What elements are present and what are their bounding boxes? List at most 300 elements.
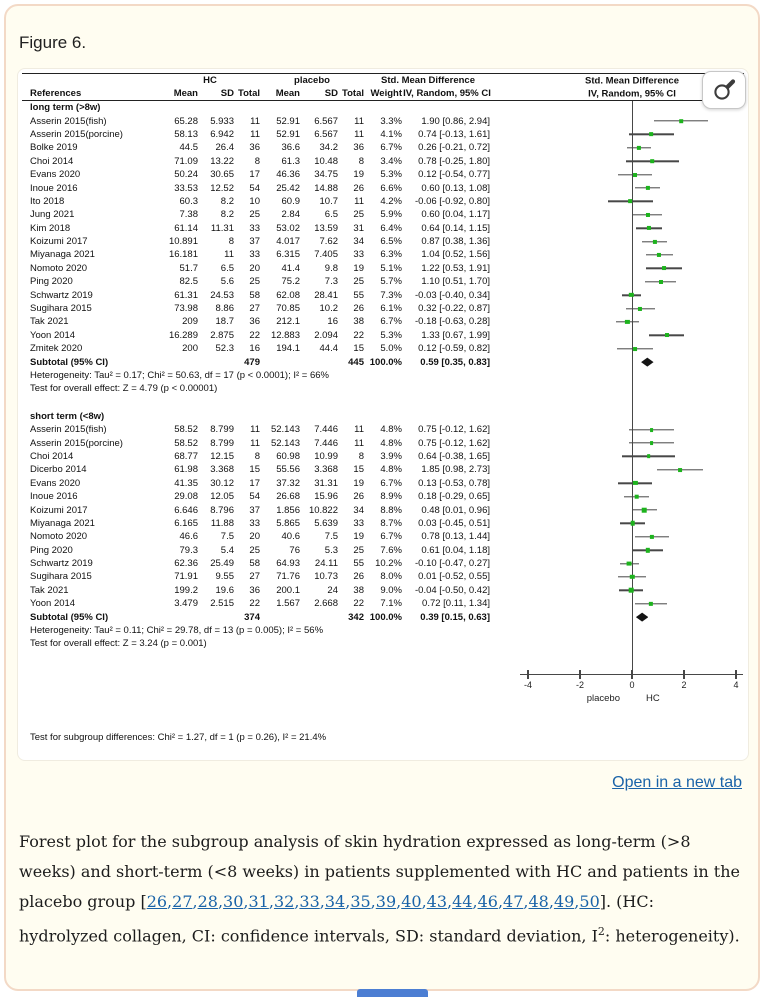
zero-line: [632, 114, 633, 127]
cell-ref: Zmitek 2020: [30, 343, 83, 355]
citation-link[interactable]: 27: [172, 892, 193, 911]
study-row: [30, 262, 738, 275]
cell-sd-placebo: 13.59: [314, 222, 338, 234]
cell-sd-hc: 24.53: [210, 289, 234, 301]
cell-ci-text: -0.03 [-0.40, 0.34]: [415, 289, 490, 301]
cell-total-hc: 58: [249, 558, 260, 570]
cell-weight: 4.2%: [380, 195, 402, 207]
magnify-button[interactable]: [702, 71, 746, 109]
cell-weight: 8.9%: [380, 491, 402, 503]
cell-weight: 3.9%: [380, 450, 402, 462]
citation-separator: ,: [217, 892, 224, 911]
cell-sd-placebo: 7.5: [324, 531, 338, 543]
cell-mean-hc: 58.52: [174, 424, 198, 436]
cell-ref: Bolke 2019: [30, 142, 78, 154]
cell-ref: Yoon 2014: [30, 329, 76, 341]
cell-sd-hc: 5.4: [220, 544, 234, 556]
citation-link[interactable]: 40: [401, 892, 422, 911]
cell-weight: 6.7%: [380, 531, 402, 543]
cell-total-hc: 15: [249, 464, 260, 476]
study-row: [30, 436, 738, 449]
figure-caption: [19, 827, 743, 951]
bottom-ui-fragment[interactable]: [357, 989, 428, 997]
cell-graph: [492, 355, 738, 368]
cell-sd-hc: 6.5: [220, 262, 234, 274]
section-title-row: [30, 101, 738, 114]
cell-weight: 4.8%: [380, 424, 402, 436]
cell-total-placebo: 11: [354, 128, 364, 140]
study-row: [30, 114, 738, 127]
zero-line: [632, 463, 633, 476]
cell-graph: [492, 235, 738, 248]
zero-line: [632, 382, 633, 395]
effect-marker: [650, 441, 654, 445]
cell-ref: Jung 2021: [30, 209, 75, 221]
effect-marker: [646, 213, 650, 217]
cell-graph: [492, 141, 738, 154]
caption-citations: [147, 892, 600, 911]
cell-total-hc: 33: [249, 249, 260, 261]
cell-weight: 7.3%: [380, 289, 402, 301]
section-title-row-label: long term (>8w): [30, 102, 101, 114]
cell-total-placebo: 15: [353, 464, 364, 476]
zero-line: [632, 651, 633, 669]
cell-total-hc: 25: [249, 276, 260, 288]
cell-total-hc: 22: [249, 598, 260, 610]
citation-separator: ,: [447, 892, 453, 911]
axis-tick-label: -4: [523, 679, 533, 690]
cell-mean-hc: 209: [182, 316, 198, 328]
zero-line: [632, 530, 633, 543]
cell-total-placebo: 445: [348, 356, 364, 368]
citation-separator: ,: [319, 892, 325, 911]
cell-ref: Inoue 2016: [30, 491, 78, 503]
citation-link[interactable]: 32: [273, 892, 295, 911]
cell-sd-hc: 3.368: [210, 464, 234, 476]
effect-marker: [650, 428, 654, 432]
cell-total-placebo: 11: [354, 195, 364, 207]
citation-separator: ,: [370, 892, 376, 911]
zero-line: [632, 396, 633, 410]
zero-line: [632, 355, 633, 368]
cell-mean-hc: 50.24: [174, 169, 198, 181]
cell-mean-placebo: 52.91: [276, 128, 300, 140]
cell-weight: 8.8%: [380, 504, 402, 516]
axis-tick: [579, 670, 580, 679]
cell-sd-hc: 13.22: [210, 155, 234, 167]
cell-total-placebo: 19: [353, 477, 364, 489]
cell-mean-hc: 7.38: [179, 209, 198, 221]
figure-image[interactable]: [17, 68, 749, 761]
cell-ref: Dicerbo 2014: [30, 464, 87, 476]
cell-weight: 5.1%: [380, 262, 402, 274]
pre-axis-gap-row: [30, 651, 738, 669]
citation-link[interactable]: 30: [223, 892, 244, 911]
cell-ci-text: 0.64 [-0.38, 1.65]: [418, 450, 490, 462]
smd-header-graph: Std. Mean Difference: [585, 75, 679, 86]
figure-title: Figure 6.: [19, 33, 87, 52]
cell-ref: Tak 2021: [30, 316, 69, 328]
subtotal-row: [30, 610, 738, 623]
cell-ref: Asserin 2015(fish): [30, 115, 107, 127]
cell-sd-hc: 7.5: [220, 531, 234, 543]
cell-total-hc: 10: [249, 195, 260, 207]
cell-mean-placebo: 12.883: [270, 329, 300, 341]
cell-ci-text: 1.22 [0.53, 1.91]: [421, 262, 490, 274]
cell-graph: [492, 503, 738, 516]
cell-total-placebo: 26: [353, 303, 364, 315]
cell-weight: 7.1%: [380, 598, 402, 610]
cell-mean-hc: 58.13: [174, 128, 198, 140]
cell-sd-placebo: 10.73: [314, 571, 338, 583]
cell-weight: 5.9%: [380, 209, 402, 221]
effect-marker: [629, 200, 633, 204]
study-row: [30, 463, 738, 476]
overall-effect-row: [30, 637, 738, 650]
cell-total-hc: 8: [254, 450, 260, 462]
cell-mean-placebo: 75.2: [281, 276, 300, 288]
cell-mean-placebo: 1.856: [276, 504, 300, 516]
cell-ci-text: 0.60 [0.13, 1.08]: [421, 182, 490, 194]
study-row: [30, 128, 738, 141]
cell-ci-text: 0.61 [0.04, 1.18]: [421, 544, 490, 556]
cell-total-placebo: 34: [353, 504, 364, 516]
cell-graph: [492, 315, 738, 328]
cell-total-placebo: 25: [353, 544, 364, 556]
cell-sd-hc: 12.15: [210, 450, 234, 462]
cell-ci-text: 0.32 [-0.22, 0.87]: [418, 303, 490, 315]
cell-mean-hc: 51.7: [179, 262, 198, 274]
cell-ref: Evans 2020: [30, 477, 81, 489]
cell-ci-text: 0.59 [0.35, 0.83]: [420, 356, 490, 368]
cell-total-hc: 25: [249, 209, 260, 221]
cell-ci-text: 0.72 [0.11, 1.34]: [422, 598, 490, 610]
cell-sd-placebo: 28.41: [314, 289, 338, 301]
study-row: [30, 570, 738, 583]
cell-mean-placebo: 212.1: [276, 316, 300, 328]
cell-mean-hc: 73.98: [174, 303, 198, 315]
cell-ref: Ping 2020: [30, 276, 73, 288]
cell-sd-hc: 11.88: [210, 517, 234, 529]
section-gap-row: [30, 396, 738, 410]
study-row: [30, 248, 738, 261]
cell-ref: Inoue 2016: [30, 182, 78, 194]
cell-graph: [492, 275, 738, 288]
study-row: [30, 168, 738, 181]
study-row: [30, 315, 738, 328]
effect-marker: [646, 186, 650, 190]
citation-separator: ,: [396, 892, 402, 911]
cell-graph: [492, 597, 738, 610]
effect-marker: [662, 266, 666, 270]
cell-graph: [492, 128, 738, 141]
cell-weight: 6.7%: [380, 477, 402, 489]
study-row: [30, 329, 738, 342]
cell-graph: [492, 181, 738, 194]
col-header-weight: Weight: [370, 88, 402, 99]
cell-total-placebo: 19: [353, 169, 364, 181]
cell-total-hc: 11: [250, 128, 260, 140]
cell-mean-hc: 6.165: [174, 517, 198, 529]
cell-sd-hc: 12.05: [210, 491, 234, 503]
cell-ci-text: 0.26 [-0.21, 0.72]: [418, 142, 490, 154]
cell-weight: 8.7%: [380, 517, 402, 529]
study-row: [30, 490, 738, 503]
axis-tick: [683, 670, 684, 679]
cell-total-placebo: 34: [353, 236, 364, 248]
cell-total-hc: 8: [254, 155, 260, 167]
cell-weight: 5.3%: [380, 169, 402, 181]
axis-tick-label: 4: [733, 679, 739, 690]
citation-separator: ,: [472, 892, 478, 911]
cell-mean-placebo: 5.865: [276, 517, 300, 529]
cell-ci-text: 1.85 [0.98, 2.73]: [421, 464, 490, 476]
axis-row: [30, 669, 738, 717]
subtotal-diamond: [636, 613, 648, 622]
cell-total-placebo: 19: [353, 262, 364, 274]
cell-sd-placebo: 16: [327, 316, 338, 328]
cell-ref: Subtotal (95% CI): [30, 356, 109, 368]
effect-marker: [646, 548, 650, 552]
cell-weight: 8.0%: [380, 571, 402, 583]
cell-mean-placebo: 40.6: [281, 531, 300, 543]
cell-mean-hc: 71.91: [174, 571, 198, 583]
cell-sd-hc: 2.515: [210, 598, 234, 610]
cell-ci-text: 0.48 [0.01, 0.96]: [421, 504, 490, 516]
zero-line: [632, 262, 633, 275]
cell-total-hc: 11: [250, 115, 260, 127]
effect-marker: [630, 521, 635, 526]
cell-mean-hc: 61.31: [174, 289, 198, 301]
effect-marker: [634, 494, 639, 499]
cell-mean-placebo: 53.02: [276, 222, 300, 234]
effect-marker: [649, 602, 653, 606]
cell-weight: 6.4%: [380, 222, 402, 234]
cell-sd-hc: 52.3: [215, 343, 234, 355]
effect-marker: [649, 133, 653, 137]
section-title-row: [30, 410, 738, 423]
cell-ref: Choi 2014: [30, 450, 74, 462]
cell-ref: Nomoto 2020: [30, 531, 88, 543]
zero-line: [632, 275, 633, 288]
cell-sd-hc: 8.2: [220, 209, 234, 221]
group-placebo-header: placebo: [294, 75, 330, 86]
citation-link[interactable]: 33: [299, 892, 320, 911]
subgroup-test-graph-cell: [492, 731, 738, 744]
cell-ref: Choi 2014: [30, 155, 74, 167]
cell-mean-hc: 3.479: [174, 598, 198, 610]
cell-graph: [492, 423, 738, 436]
cell-graph: [492, 288, 738, 301]
cell-ci-text: 0.39 [0.15, 0.63]: [420, 611, 490, 623]
study-row: [30, 181, 738, 194]
citation-link[interactable]: 48: [528, 892, 549, 911]
cell-mean-hc: 79.3: [179, 544, 198, 556]
cell-sd-hc: 5.6: [220, 276, 234, 288]
study-row: [30, 222, 738, 235]
study-row: [30, 517, 738, 530]
citation-separator: ,: [574, 892, 580, 911]
cell-weight: 6.3%: [380, 249, 402, 261]
effect-marker: [629, 293, 633, 297]
cell-graph: [492, 208, 738, 221]
zero-line: [632, 624, 633, 637]
cell-graph: [492, 463, 738, 476]
zero-line: [632, 610, 633, 623]
axis-tick-label: 0: [629, 679, 635, 690]
cell-graph: [492, 114, 738, 127]
cell-sd-hc: 8: [228, 236, 234, 248]
cell-total-placebo: 15: [353, 343, 364, 355]
zero-line: [632, 410, 633, 423]
study-row: [30, 530, 738, 543]
citation-separator: ,: [548, 892, 554, 911]
study-row: [30, 597, 738, 610]
cell-total-hc: 58: [249, 289, 260, 301]
cell-graph: [492, 342, 738, 355]
citation-link[interactable]: 39: [375, 892, 397, 911]
cell-sd-placebo: 31.31: [314, 477, 338, 489]
cell-total-placebo: 33: [353, 249, 364, 261]
cell-graph: [492, 195, 738, 208]
cell-graph: [492, 382, 738, 395]
effect-marker: [633, 347, 637, 351]
cell-weight: 6.7%: [380, 142, 402, 154]
citation-link[interactable]: 35: [350, 892, 371, 911]
article-figure-card: [4, 4, 760, 991]
col-header-method: IV, Random, 95% CI: [403, 88, 491, 99]
cell-ref: Ito 2018: [30, 195, 65, 207]
citation-link[interactable]: 46: [477, 892, 498, 911]
citation-link[interactable]: 26: [146, 892, 168, 911]
zero-line: [632, 222, 633, 235]
cell-graph: [492, 101, 738, 114]
cell-graph: [492, 168, 738, 181]
cell-graph: [492, 329, 738, 342]
cell-mean-hc: 33.53: [174, 182, 198, 194]
study-row: [30, 208, 738, 221]
cell-mean-placebo: 41.4: [281, 262, 300, 274]
citation-link[interactable]: 47: [503, 892, 524, 911]
cell-sd-placebo: 7.62: [319, 236, 338, 248]
cell-total-placebo: 55: [353, 289, 364, 301]
cell-mean-hc: 16.289: [168, 329, 198, 341]
cell-sd-hc: 12.52: [210, 182, 234, 194]
cell-sd-placebo: 6.567: [314, 115, 338, 127]
cell-ref: Miyanaga 2021: [30, 517, 95, 529]
cell-total-hc: 17: [249, 169, 260, 181]
cell-total-hc: 22: [249, 329, 260, 341]
cell-total-hc: 27: [249, 571, 260, 583]
cell-sd-hc: 6.942: [210, 128, 234, 140]
effect-marker: [633, 173, 637, 177]
cell-mean-hc: 82.5: [179, 276, 198, 288]
effect-marker: [657, 253, 661, 257]
cell-sd-placebo: 10.822: [308, 504, 338, 516]
effect-marker: [627, 561, 632, 566]
axis-tick: [735, 670, 736, 679]
cell-mean-hc: 10.891: [168, 236, 198, 248]
heterogeneity-row: [30, 624, 738, 637]
citation-link[interactable]: 43: [426, 892, 448, 911]
cell-mean-hc: 29.08: [174, 491, 198, 503]
cell-total-hc: 17: [249, 477, 260, 489]
cell-sd-hc: 8.86: [215, 303, 234, 315]
citation-link[interactable]: 49: [553, 892, 575, 911]
open-in-new-tab-link[interactable]: Open in a new tab: [612, 774, 742, 791]
cell-total-placebo: 26: [353, 182, 364, 194]
cell-sd-placebo: 7.3: [324, 276, 338, 288]
cell-total-hc: 16: [249, 343, 260, 355]
cell-total-placebo: 11: [354, 424, 364, 436]
axis-cell: [492, 669, 738, 717]
section-title-row-label: short term (<8w): [30, 410, 105, 422]
cell-mean-placebo: 60.9: [281, 195, 300, 207]
cell-mean-placebo: 36.6: [281, 142, 300, 154]
cell-graph: [492, 477, 738, 490]
effect-marker: [647, 226, 651, 230]
cell-total-hc: 36: [249, 142, 260, 154]
cell-mean-placebo: 2.84: [281, 209, 300, 221]
col-header-mean-placebo: Mean: [275, 88, 300, 99]
cell-mean-hc: 68.77: [174, 450, 198, 462]
cell-total-placebo: 11: [354, 437, 364, 449]
cell-ci-text: 0.78 [0.13, 1.44]: [421, 531, 490, 543]
cell-sd-placebo: 6.567: [314, 128, 338, 140]
cell-weight: 5.7%: [380, 276, 402, 288]
cell-ref: Asserin 2015(porcine): [30, 437, 123, 449]
cell-total-hc: 36: [249, 584, 260, 596]
zero-line: [632, 637, 633, 650]
caption-superscript: 2: [597, 925, 605, 938]
cell-sd-hc: 18.7: [215, 316, 234, 328]
cell-ci-text: 0.12 [-0.54, 0.77]: [418, 169, 490, 181]
cell-ref: Nomoto 2020: [30, 262, 88, 274]
cell-graph: [492, 570, 738, 583]
heterogeneity-row-label: Heterogeneity: Tau² = 0.17; Chi² = 50.63, df = 17 (p < 0.0001); I² = 66%: [30, 370, 329, 381]
citation-link[interactable]: 44: [452, 892, 473, 911]
cell-sd-hc: 8.2: [220, 195, 234, 207]
cell-total-placebo: 31: [353, 222, 364, 234]
zero-line: [632, 101, 633, 114]
cell-ci-text: 1.90 [0.86, 2.94]: [421, 115, 490, 127]
cell-total-hc: 27: [249, 303, 260, 315]
citation-link[interactable]: 50: [579, 892, 600, 911]
cell-weight: 9.0%: [380, 584, 402, 596]
caption-text-middle: ]. (HC: hydrolyzed collagen, CI: confidence intervals, SD: standard deviation, I: [19, 892, 654, 946]
col-header-total-hc: Total: [238, 88, 260, 99]
cell-ci-text: 1.33 [0.67, 1.99]: [421, 329, 490, 341]
cell-mean-placebo: 4.017: [276, 236, 300, 248]
cell-total-hc: 37: [249, 504, 260, 516]
study-row: [30, 288, 738, 301]
citation-link[interactable]: 31: [248, 892, 269, 911]
axis-tick-label: 2: [681, 679, 687, 690]
citation-link[interactable]: 34: [324, 892, 346, 911]
effect-marker: [653, 240, 657, 244]
cell-sd-hc: 9.55: [215, 571, 234, 583]
cell-mean-hc: 46.6: [179, 531, 198, 543]
cell-total-placebo: 38: [353, 584, 364, 596]
cell-total-placebo: 25: [353, 276, 364, 288]
cell-ref: Schwartz 2019: [30, 289, 93, 301]
cell-ci-text: 0.03 [-0.45, 0.51]: [418, 517, 490, 529]
effect-marker: [678, 468, 682, 472]
zero-line: [632, 369, 633, 382]
cell-ci-text: 0.78 [-0.25, 1.80]: [418, 155, 490, 167]
citation-link[interactable]: 28: [197, 892, 218, 911]
cell-mean-placebo: 1.567: [276, 598, 300, 610]
